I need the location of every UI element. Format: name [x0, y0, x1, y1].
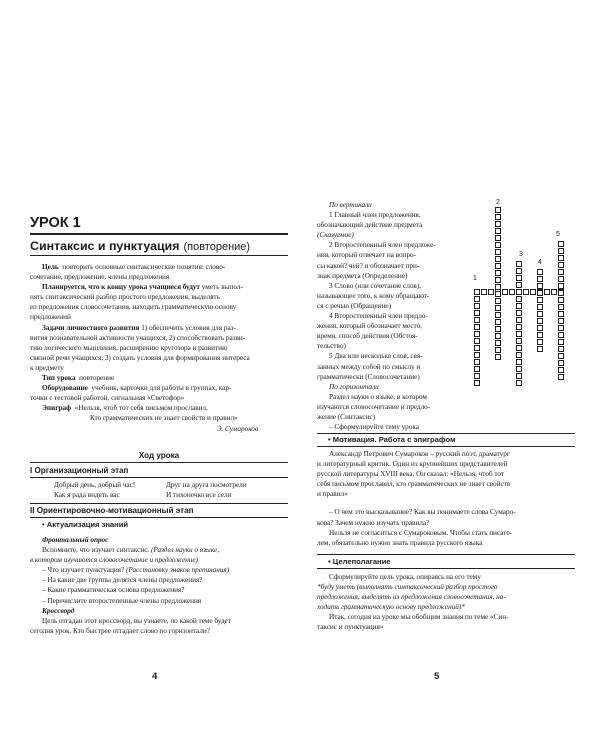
frontal-line: Вспомните, что изучает синтаксис. — [42, 545, 150, 555]
crossword-cell — [516, 268, 522, 274]
planned-label: Планируется, что к концу урока учащиеся будут — [42, 282, 200, 292]
crossword-cell — [495, 305, 501, 311]
clue-line: знак предмета (Определение) — [317, 270, 408, 280]
crossword-cell — [495, 291, 501, 297]
crossword-cell — [537, 325, 543, 331]
crossword-cell — [558, 311, 564, 317]
crossword-cell — [516, 373, 522, 379]
motivation-line: русской литературы XVIII века. Он сказал: «Нельзя, чтоб тот — [317, 469, 505, 479]
crossword-cell — [495, 242, 501, 248]
greet-line: Друг на друга посмотрели — [166, 480, 247, 489]
crossword-cell — [544, 289, 550, 295]
crossword-cell — [495, 312, 501, 318]
crossword-cell — [474, 324, 480, 330]
crossword-cell — [558, 332, 564, 338]
crossword-cell — [495, 340, 501, 346]
crossword-cell — [474, 310, 480, 316]
crossword-cell — [558, 248, 564, 254]
crossword-cell — [551, 289, 557, 295]
goal-line: сочетание, предложение, члены предложения — [30, 272, 170, 282]
vertical-label: По вертикали — [329, 200, 372, 209]
goal-setting-line: ходить грамматическую основу предложений)* — [317, 602, 465, 612]
lesson-meta — [30, 262, 288, 434]
topic-heading — [30, 237, 250, 255]
crossword-cell — [495, 347, 501, 353]
crossword-cell — [537, 318, 543, 324]
crossword-cell — [495, 228, 501, 234]
section-rule — [30, 477, 288, 478]
crossword-title: Кроссворд — [42, 605, 75, 615]
epigraph-line: «Нельзя, чтоб тот себя письмом прославил, — [74, 403, 208, 413]
clue-line: время, способ действия (Обстоя- — [317, 331, 418, 341]
planned-line: нять синтаксический разбор простого предложения, выделять — [30, 292, 220, 302]
frontal-line: – Что изучает пунктуация? — [42, 565, 125, 575]
crossword-line: сегодня урок. Кто быстрее отгадает слово по горизонтали? — [30, 625, 210, 635]
crossword-cell — [537, 283, 543, 289]
crossword-number: 2 — [496, 199, 500, 206]
crossword-cell — [474, 380, 480, 386]
greet-line: И тихонечко все сели — [166, 490, 232, 500]
crossword-cell — [530, 289, 536, 295]
type-value: повторение — [79, 373, 115, 383]
motivation-line: и литературный критик. Один из крупнейших представителей — [317, 459, 508, 469]
crossword-cell — [558, 283, 564, 289]
crossword-cell — [495, 221, 501, 227]
motivation-line: Александр Петрович Сумароков – русский поэт, драматург — [329, 449, 510, 458]
crossword-cell — [474, 296, 480, 302]
crossword-cell — [516, 296, 522, 302]
tasks-label: Задачи личностного развития — [42, 322, 140, 332]
goal-setting-heading: • Целеполагание — [328, 557, 391, 566]
crossword-cell — [558, 304, 564, 310]
crossword-cell — [516, 331, 522, 337]
crossword-cell — [516, 345, 522, 351]
crossword-cell — [495, 207, 501, 213]
crossword-cell — [495, 270, 501, 276]
epigraph-label: Эпиграф — [42, 403, 72, 413]
motivation-line: лем, обязательно нужно знать правила русского языка — [317, 537, 483, 547]
planned-line: предложений — [30, 312, 71, 322]
frontal-line: (Раздел науки о языке, — [150, 545, 219, 555]
equip-label: Оборудование — [42, 383, 88, 393]
type-label: Тип урока — [42, 373, 76, 383]
crossword-cell — [558, 360, 564, 366]
clue-line: 5 Два или несколько слов, свя- — [329, 351, 423, 361]
crossword-cell — [537, 311, 543, 317]
lesson-title: УРОК 1 — [30, 215, 81, 231]
crossword-cell — [474, 359, 480, 365]
crossword-cell — [495, 249, 501, 255]
crossword-cell — [537, 290, 543, 296]
crossword-cell — [558, 353, 564, 359]
crossword-cell — [495, 333, 501, 339]
crossword-cell — [516, 310, 522, 316]
crossword-cell — [495, 263, 501, 269]
motivation-heading: • Мотивация. Работа с эпиграфом — [328, 435, 456, 444]
crossword-cell — [516, 282, 522, 288]
planned-tail: уметь выпол- — [201, 282, 243, 292]
topic-rule — [30, 255, 288, 256]
crossword-cell — [558, 297, 564, 303]
goal-setting-rule — [317, 568, 575, 569]
crossword-cell — [537, 332, 543, 338]
tasks-line: связной речи учащихся, 3) создать условия для формирования интереса — [30, 352, 250, 362]
crossword-cell — [516, 366, 522, 372]
greet-line: Как я рада видеть вас — [54, 490, 120, 500]
crossword-cell — [558, 255, 564, 261]
tasks-line: вития познавательной активности учащихся, 2) способствовать разви- — [30, 332, 246, 342]
crossword-cell — [495, 235, 501, 241]
motivation-line: и правил» — [317, 489, 348, 499]
crossword-cell — [558, 367, 564, 373]
motivation-line: Нельзя не согласиться с Сумароковым. Чтобы стать писате- — [329, 527, 512, 537]
horizontal-line: Раздел науки о языке, в котором — [329, 391, 427, 401]
crossword-cell — [558, 262, 564, 268]
title-rule — [30, 233, 288, 235]
frontal-block — [30, 535, 288, 636]
clue-line: ся с речью (Обращение) — [317, 300, 391, 310]
crossword-cell — [537, 269, 543, 275]
crossword-cell — [516, 303, 522, 309]
clue-line: ния, который отвечает на вопро- — [317, 250, 417, 260]
goal-label: Цель — [42, 262, 59, 271]
crossword-cell — [558, 241, 564, 247]
crossword-cell — [558, 290, 564, 296]
crossword-cell — [537, 297, 543, 303]
frontal-line: (Расстановку знаков препинания) — [125, 565, 230, 575]
crossword-cell — [537, 276, 543, 282]
crossword-cell — [558, 374, 564, 380]
page-number-left: 4 — [152, 671, 158, 682]
course-rule — [30, 462, 288, 463]
crossword-cell — [558, 269, 564, 275]
crossword-cell — [537, 346, 543, 352]
crossword-cell — [523, 289, 529, 295]
clue-line: 3 Слово (или сочетание слов), — [329, 280, 421, 290]
section-organization: I Организационный этап — [30, 466, 129, 475]
clue-line: 2 Второстепенный член предложе- — [329, 240, 436, 250]
crossword-cell — [488, 289, 494, 295]
clue-line: жения, который обозначает место, — [317, 321, 422, 331]
goal-setting-rule — [317, 554, 575, 555]
crossword-cell — [516, 324, 522, 330]
crossword-number: 1 — [473, 275, 477, 282]
crossword-cell — [474, 303, 480, 309]
crossword-number: 5 — [556, 231, 560, 238]
goal-setting-line: предложения, выделять из предложения словосочетания, на- — [317, 592, 506, 602]
topic-title: Синтаксис и пунктуация — [30, 239, 180, 253]
page-number-right: 5 — [434, 671, 440, 682]
section-orientation: II Ориентировочно-мотивационный этап — [30, 506, 194, 515]
crossword-cell — [516, 289, 522, 295]
clue-line: обозначающий действие предмета — [317, 220, 423, 230]
crossword-cell — [516, 275, 522, 281]
crossword-line: Цель отгадан этот кроссворд, вы узнаете, по какой теме будет — [42, 615, 231, 625]
motivation-line: кова? Зачем нужно изучать правила? — [317, 517, 430, 527]
goal-setting-line: *буду уметь (выполнять синтаксический разбор простого — [317, 582, 498, 592]
tasks-line: тию логического мышления, расширению кругозора и развитию — [30, 342, 228, 352]
tasks-line: к предмету — [30, 362, 64, 372]
frontal-line: – Перечислите второстепенные члены предложения — [42, 595, 202, 605]
crossword-cell — [516, 359, 522, 365]
crossword-cell — [474, 352, 480, 358]
horizontal-line: изучаются словосочетание и предло- — [317, 401, 431, 411]
crossword-cell — [495, 354, 501, 360]
crossword-clues — [317, 200, 477, 432]
crossword-cell — [537, 304, 543, 310]
greeting-poem — [54, 480, 284, 500]
goal-setting-block — [317, 572, 575, 633]
crossword-cell — [558, 339, 564, 345]
frontal-title: Фронтальный опрос — [42, 535, 109, 544]
goal-setting-line: Итак, сегодня на уроке мы обобщим знания по теме «Син- — [329, 612, 509, 622]
crossword-number: 3 — [519, 251, 523, 258]
clue-line: сы какой? чей? и обозначает при- — [317, 260, 420, 270]
section-rule — [30, 503, 288, 504]
goal-setting-line: таксис и пунктуация» — [317, 622, 384, 632]
clue-line: называющее того, к кому обращают- — [317, 290, 430, 300]
frontal-line: – На какие две группы делятся члены предложения? — [42, 575, 203, 585]
crossword-cell — [537, 339, 543, 345]
crossword-cell — [495, 326, 501, 332]
crossword-cell — [495, 214, 501, 220]
section-rule — [30, 517, 288, 518]
horizontal-line: жение (Синтаксис) — [317, 411, 376, 421]
crossword-cell — [474, 373, 480, 379]
crossword-cell — [495, 298, 501, 304]
horizontal-line: – Сформулируйте тему урока — [329, 422, 419, 432]
crossword-cell — [516, 317, 522, 323]
equip-line: точки с тестовой работой, сигнальная «Светофор» — [30, 393, 185, 403]
goal-line: повторить основные синтаксические понятия: слово- — [62, 262, 226, 271]
crossword-cell — [495, 256, 501, 262]
goal-setting-line: Сформулируйте цель урока, опираясь на его тему — [329, 572, 481, 581]
crossword-cell — [516, 338, 522, 344]
clue-line: 1 Главный член предложения, — [329, 210, 421, 220]
motivation-line: себя письмом прославил, кто грамматических не знает свойств — [317, 479, 511, 489]
crossword-cell — [495, 277, 501, 283]
crossword-cell — [495, 284, 501, 290]
motivation-rule — [317, 446, 575, 447]
crossword-cell — [474, 345, 480, 351]
crossword-cell — [474, 338, 480, 344]
course-title: Ход урока — [138, 451, 180, 460]
epigraph-line: Кто грамматических не знает свойств и правил» — [90, 413, 238, 423]
frontal-line: – Какие грамматическая основа предложения? — [42, 585, 185, 595]
crossword-cell — [509, 289, 515, 295]
crossword-cell — [474, 317, 480, 323]
clue-line: 4 Второстепенный член предло- — [329, 311, 428, 321]
motivation-block — [317, 449, 575, 548]
crossword-cell — [516, 380, 522, 386]
actualization-heading: • Актуализация знаний — [42, 520, 129, 529]
crossword-cell — [502, 289, 508, 295]
clue-line: грамматически (Словосочетание) — [317, 371, 420, 381]
equip-line: учебник, карточки для работы в группах, кар- — [91, 383, 232, 393]
crossword-cell — [474, 331, 480, 337]
horizontal-label: По горизонтали — [329, 381, 379, 391]
topic-note: (повторение) — [183, 241, 251, 253]
tasks-tail: 1) обеспечить условия для раз- — [141, 322, 236, 332]
crossword-cell — [558, 346, 564, 352]
clue-line: занных между собой по смыслу и — [317, 361, 421, 371]
crossword-cell — [474, 289, 480, 295]
crossword-cell — [558, 325, 564, 331]
crossword-cell — [495, 319, 501, 325]
crossword-cell — [474, 366, 480, 372]
frontal-line: в котором изучаются словосочетание и предложение) — [30, 555, 198, 565]
crossword-cell — [481, 289, 487, 295]
clue-line: (Сказуемое) — [317, 230, 354, 240]
clue-line: тельство) — [317, 341, 346, 351]
crossword-number: 4 — [538, 259, 542, 266]
crossword-cell — [558, 276, 564, 282]
motivation-rule — [317, 433, 575, 434]
motivation-line: – О чем это высказывание? Как вы понимаете слова Сумаро- — [329, 507, 516, 517]
crossword-cell — [516, 261, 522, 267]
planned-line: из предложения словосочетания, находить грамматическую основу — [30, 302, 237, 312]
epigraph-author: Э. Сумароков — [216, 423, 258, 433]
greet-line: Добрый день, добрый час! — [54, 480, 136, 489]
crossword-cell — [558, 318, 564, 324]
crossword-grid — [470, 195, 570, 405]
crossword-cell — [516, 352, 522, 358]
